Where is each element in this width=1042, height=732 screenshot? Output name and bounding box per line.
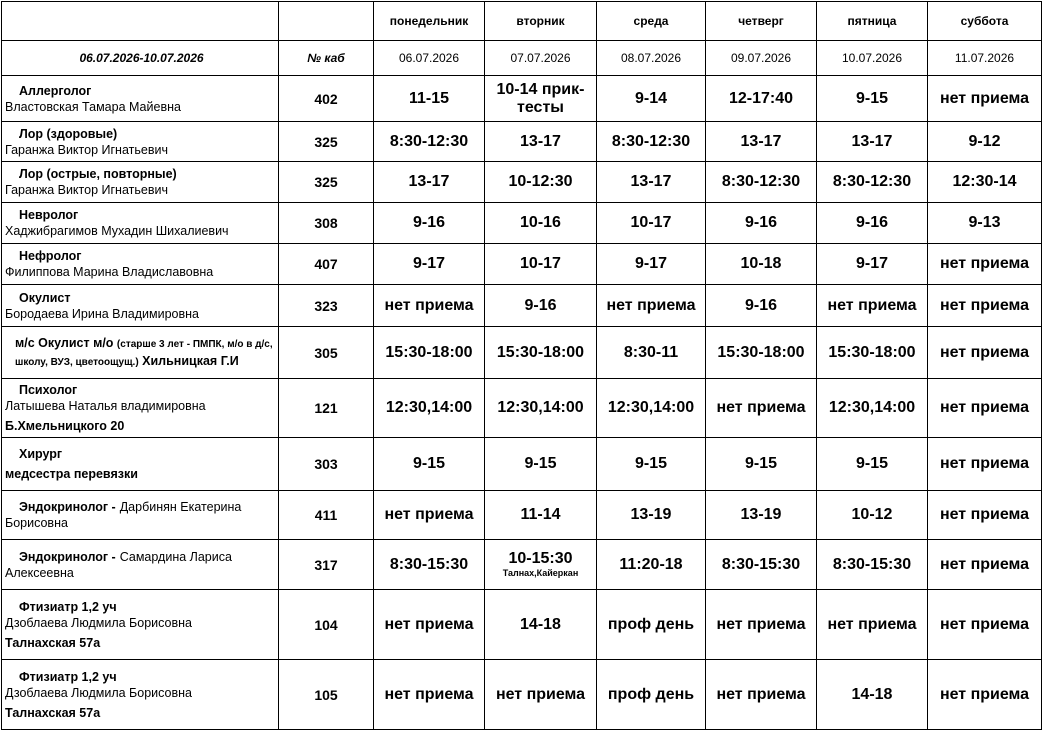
hours-value: 9-16 [412, 214, 446, 231]
specialist-cell [2, 540, 279, 590]
hours-value: 11-14 [520, 506, 561, 523]
hours-value: нет приема [606, 296, 696, 314]
hours-cell [374, 285, 485, 327]
hours-value: 10-12 [851, 506, 893, 523]
hours-cell [928, 122, 1042, 162]
doctor-name: Гаранжа Виктор Игнатьевич [5, 142, 168, 157]
hours-value: 12-17:40 [728, 89, 794, 107]
specialty-title: Аллерголог [19, 83, 92, 98]
hours-value: нет приема [716, 685, 806, 703]
date-header: 06.07.2026 [374, 41, 485, 76]
hours-cell [817, 327, 928, 379]
hours-value: 12:30,14:00 [497, 399, 584, 416]
hours-cell [485, 540, 597, 590]
hours-cell [706, 162, 817, 203]
date-header: 10.07.2026 [817, 41, 928, 76]
doctor-name: Дзоблаева Людмила Борисовна [5, 685, 192, 700]
hours-cell [597, 285, 706, 327]
hours-value: 15:30-18:00 [717, 343, 805, 361]
hours-value: 13-19 [630, 506, 672, 523]
hours-cell [706, 285, 817, 327]
doctor-name: Филиппова Марина Владиславовна [5, 265, 214, 279]
room-number: 411 [279, 491, 374, 540]
specialist-cell [2, 162, 279, 203]
schedule-table [1, 1, 1042, 730]
hours-value: 10-18 [740, 255, 782, 272]
location-note: Талнахская 57а [5, 705, 101, 720]
specialist-row [2, 285, 1042, 327]
doctor-name: Самардина Лариса [119, 549, 232, 564]
hours-value: 10-12:30 [508, 173, 573, 190]
specialist-row [2, 590, 1042, 660]
hours-cell [485, 203, 597, 244]
specialty-title: Лор (острые, повторные) [19, 167, 177, 181]
specialty-title: Фтизиатр 1,2 уч [19, 599, 117, 614]
hours-value: 9-15 [524, 455, 557, 472]
hours-cell [928, 660, 1042, 730]
specialist-cell [2, 122, 279, 162]
specialist-row [2, 491, 1042, 540]
hours-cell [374, 244, 485, 285]
hours-cell [817, 162, 928, 203]
hours-value: 9-15 [634, 455, 668, 472]
hours-cell [706, 76, 817, 122]
hours-value: 8:30-11 [623, 343, 679, 361]
hours-value: нет приема [827, 296, 917, 314]
hours-cell [817, 76, 928, 122]
hours-value: 10-14 прик- тесты [496, 80, 585, 116]
specialist-cell [2, 244, 279, 285]
date-header: 09.07.2026 [706, 41, 817, 76]
hours-cell [597, 162, 706, 203]
hours-value: 14-18 [851, 685, 893, 703]
hours-value: нет приема [939, 685, 1030, 703]
hours-cell [485, 379, 597, 438]
hours-cell [485, 162, 597, 203]
hours-cell [706, 438, 817, 491]
room-number: 305 [279, 327, 374, 379]
hours-cell [706, 244, 817, 285]
hours-cell [817, 244, 928, 285]
hours-value: нет приема [716, 615, 806, 633]
hours-value: 11:20-18 [619, 555, 683, 573]
hours-value: 8:30-15:30 [721, 555, 801, 573]
specialist-cell [2, 660, 279, 730]
weekday-header: суббота [928, 2, 1042, 41]
hours-cell [485, 122, 597, 162]
hours-cell [597, 379, 706, 438]
hours-cell [706, 203, 817, 244]
hours-cell [817, 203, 928, 244]
specialist-row [2, 203, 1042, 244]
hours-value: 10-17 [630, 214, 672, 231]
hours-cell [817, 590, 928, 660]
hours-value: 9-14 [634, 89, 668, 107]
weekday-header: четверг [706, 2, 817, 41]
hours-cell [928, 379, 1042, 438]
schedule-body [2, 76, 1042, 730]
specialty-title: Хирург [19, 447, 63, 461]
specialist-row [2, 438, 1042, 491]
hours-cell [374, 438, 485, 491]
doctor-name: Дзоблаева Людмила Борисовна [5, 615, 192, 630]
specialist-cell [2, 491, 279, 540]
hours-cell [485, 491, 597, 540]
specialist-cell [2, 76, 279, 122]
hours-cell [597, 540, 706, 590]
hours-value: 8:30-12:30 [389, 132, 469, 150]
specialist-row [2, 379, 1042, 438]
room-number: 325 [279, 162, 374, 203]
specialty-title: Фтизиатр 1,2 уч [19, 669, 117, 684]
hours-cell [374, 590, 485, 660]
hours-value: 9-16 [524, 296, 557, 314]
hours-cell [928, 76, 1042, 122]
room-number: 402 [279, 76, 374, 122]
hours-value: 10-16 [520, 214, 561, 231]
hours-value: нет приема [384, 685, 474, 703]
hours-value: 14-18 [520, 615, 561, 633]
hours-cell [485, 660, 597, 730]
doctor-name: Властовская Тамара Майевна [5, 99, 181, 114]
hours-cell [817, 438, 928, 491]
hours-value: 9-17 [412, 255, 446, 272]
hours-value: нет приема [939, 296, 1030, 314]
weekday-header: понедельник [374, 2, 485, 41]
specialty-title: Невролог [19, 208, 79, 222]
hours-value: 8:30-12:30 [721, 173, 801, 190]
hours-value: 9-16 [855, 214, 889, 231]
hours-cell [597, 438, 706, 491]
doctor-name: Гаранжа Виктор Игнатьевич [5, 183, 168, 197]
hours-cell [485, 76, 597, 122]
hours-value: нет приема [939, 455, 1030, 472]
hours-cell [374, 327, 485, 379]
hours-cell [928, 327, 1042, 379]
location-note: медсестра перевязки [5, 467, 138, 481]
hours-value: нет приема [939, 555, 1030, 573]
room-number: 121 [279, 379, 374, 438]
specialist-row [2, 122, 1042, 162]
doctor-name: Борисовна [5, 516, 68, 530]
specialty-title: Окулист [19, 290, 71, 305]
specialist-cell [2, 438, 279, 491]
hours-value: нет приема [384, 615, 474, 633]
specialist-row [2, 76, 1042, 122]
hours-cell [928, 203, 1042, 244]
hours-value: 13-17 [408, 173, 450, 190]
room-number: 303 [279, 438, 374, 491]
specialist-row [2, 244, 1042, 285]
doctor-name: Алексеевна [5, 565, 74, 580]
hours-cell [597, 660, 706, 730]
hours-cell [374, 540, 485, 590]
hours-value: 9-15 [855, 89, 889, 107]
hours-value: 9-15 [855, 455, 889, 472]
hours-cell [374, 660, 485, 730]
hours-cell [928, 540, 1042, 590]
hours-cell [485, 244, 597, 285]
hours-value: 8:30-15:30 [832, 555, 912, 573]
hours-value: нет приема [939, 615, 1030, 633]
room-number: 325 [279, 122, 374, 162]
weekday-header: среда [597, 2, 706, 41]
hours-value: 13-17 [851, 132, 893, 150]
weekday-header: вторник [485, 2, 597, 41]
hours-value: 9-15 [744, 455, 778, 472]
hours-cell [597, 244, 706, 285]
date-header: 08.07.2026 [597, 41, 706, 76]
room-number: 317 [279, 540, 374, 590]
specialty-note: (старше 3 лет - ПМПК, м/о в д/с, школу, ВУЗ, цветоощущ.) [15, 338, 273, 368]
hours-value: 9-16 [744, 214, 778, 231]
hours-cell [928, 244, 1042, 285]
hours-cell [817, 122, 928, 162]
hours-value: 15:30-18:00 [496, 343, 585, 361]
hours-value: нет приема [827, 615, 917, 633]
hours-cell [817, 285, 928, 327]
hours-cell [597, 590, 706, 660]
hours-cell [928, 285, 1042, 327]
specialist-cell [2, 379, 279, 438]
specialty-title: Нефролог [19, 249, 82, 263]
specialist-row [2, 327, 1042, 379]
hours-value: 13-17 [520, 132, 561, 150]
specialist-row [2, 660, 1042, 730]
weekday-header: пятница [817, 2, 928, 41]
specialty-title: Эндокринолог - [19, 500, 116, 514]
hours-value: нет приема [939, 255, 1030, 272]
hours-value: нет приема [495, 685, 586, 703]
hours-value: нет приема [939, 343, 1030, 361]
hours-cell [706, 379, 817, 438]
hours-value: 12:30,14:00 [385, 399, 473, 416]
hours-cell [597, 122, 706, 162]
hours-value: 9-13 [968, 214, 1001, 231]
date-header: 11.07.2026 [928, 41, 1042, 76]
hours-cell [817, 379, 928, 438]
hours-cell [485, 590, 597, 660]
doctor-name: Хаджибрагимов Мухадин Шихалиевич [5, 224, 229, 238]
hours-value: нет приема [939, 399, 1030, 416]
hours-value: 13-17 [740, 132, 782, 150]
hours-cell [374, 122, 485, 162]
hours-value: 9-15 [412, 455, 446, 472]
hours-value: проф день [607, 615, 695, 633]
hours-cell [706, 660, 817, 730]
hours-value: 8:30-15:30 [389, 555, 469, 573]
doctor-name: Латышева Наталья владимировна [5, 399, 206, 413]
doctor-name: Бородаева Ирина Владимировна [5, 306, 199, 321]
hours-cell [706, 590, 817, 660]
hours-cell [485, 327, 597, 379]
hours-cell [706, 491, 817, 540]
hours-cell [374, 162, 485, 203]
location-note: Б.Хмельницкого 20 [5, 419, 125, 433]
specialist-cell [2, 285, 279, 327]
hours-value: 9-17 [855, 255, 889, 272]
hours-value: нет приема [384, 296, 474, 314]
corner-cell [2, 2, 279, 41]
room-number: 407 [279, 244, 374, 285]
room-number: 105 [279, 660, 374, 730]
room-header-blank [279, 2, 374, 41]
hours-cell [485, 438, 597, 491]
hours-value: 15:30-18:00 [828, 343, 916, 361]
date-header-row [2, 41, 1042, 76]
hours-cell [485, 285, 597, 327]
hours-cell [597, 491, 706, 540]
hours-value: нет приема [716, 399, 806, 416]
hours-cell [928, 438, 1042, 491]
specialty-title: Лор (здоровые) [19, 126, 118, 141]
hours-value: 15:30-18:00 [385, 343, 473, 361]
room-header: № каб [279, 41, 374, 76]
hours-value: нет приема [939, 506, 1030, 523]
specialty-title: м/с Окулист м/о [15, 335, 114, 350]
hours-value: 13-17 [630, 173, 672, 190]
hours-value: 8:30-12:30 [832, 173, 912, 190]
hours-cell [928, 162, 1042, 203]
room-number: 323 [279, 285, 374, 327]
hours-cell [928, 491, 1042, 540]
hours-location: Талнах,Кайеркан [502, 568, 579, 578]
hours-value: 9-16 [744, 296, 778, 314]
doctor-name: Хильницкая Г.И [142, 353, 239, 368]
specialist-cell [2, 203, 279, 244]
hours-cell [706, 122, 817, 162]
specialty-title: Эндокринолог - [19, 549, 116, 564]
hours-value: нет приема [939, 89, 1030, 107]
hours-value: 8:30-12:30 [611, 132, 691, 150]
hours-value: нет приема [384, 506, 474, 523]
period-title: 06.07.2026-10.07.2026 [2, 41, 279, 76]
hours-value: 13-19 [740, 506, 782, 523]
hours-value: проф день [607, 685, 695, 703]
hours-cell [706, 540, 817, 590]
room-number: 104 [279, 590, 374, 660]
hours-value: 10-15:30 [508, 550, 573, 567]
date-header: 07.07.2026 [485, 41, 597, 76]
hours-cell [374, 76, 485, 122]
specialist-row [2, 162, 1042, 203]
room-number: 308 [279, 203, 374, 244]
hours-cell [374, 379, 485, 438]
hours-cell [817, 540, 928, 590]
specialist-row [2, 540, 1042, 590]
hours-cell [597, 76, 706, 122]
hours-value: 9-17 [634, 255, 668, 272]
specialty-title: Психолог [19, 383, 78, 397]
hours-value: 11-15 [408, 89, 450, 107]
specialist-cell [2, 590, 279, 660]
hours-cell [597, 203, 706, 244]
hours-cell [374, 491, 485, 540]
hours-value: 12:30,14:00 [828, 399, 916, 416]
hours-value: 9-12 [968, 132, 1001, 150]
hours-value: 12:30,14:00 [607, 399, 695, 416]
weekday-header-row [2, 2, 1042, 41]
hours-value: 10-17 [520, 255, 561, 272]
hours-cell [374, 203, 485, 244]
hours-cell [928, 590, 1042, 660]
specialist-cell [2, 327, 279, 379]
hours-cell [706, 327, 817, 379]
hours-value: 12:30-14 [952, 173, 1017, 190]
hours-cell [597, 327, 706, 379]
doctor-name: Дарбинян Екатерина [119, 500, 242, 514]
location-note: Талнахская 57а [5, 635, 101, 650]
hours-cell [817, 491, 928, 540]
hours-cell [817, 660, 928, 730]
